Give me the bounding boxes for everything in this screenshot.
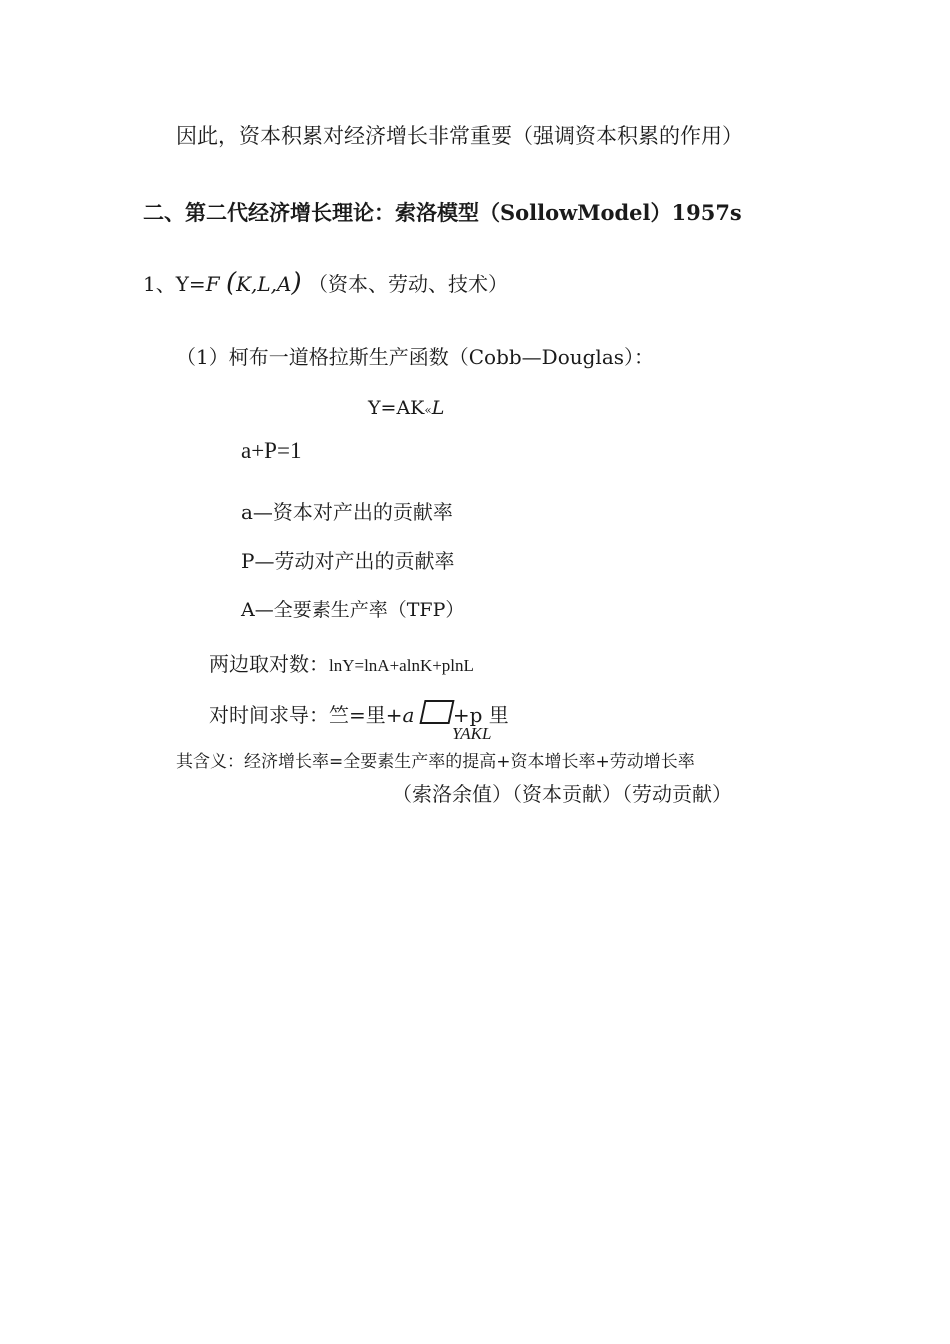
item-1-open-paren: ( — [225, 268, 237, 298]
definition-p: P—劳动对产出的贡献率 — [241, 549, 455, 573]
meaning-line: 其含义：经济增长率=全要素生产率的提高+资本增长率+劳动增长率 — [176, 752, 695, 772]
derivative-formula-a: 竺=里+ — [329, 703, 403, 727]
derivative-denominators: YAKL — [452, 724, 492, 743]
log-label: 两边取对数： — [209, 652, 329, 676]
section-heading: 二、第二代经济增长理论：索洛模型（SollowModel）1957s — [143, 200, 742, 225]
definition-a: a—资本对产出的贡献率 — [241, 500, 453, 524]
log-line — [209, 648, 474, 677]
definition-A: A—全要素生产率（TFP） — [241, 599, 465, 621]
item-1-line — [143, 268, 508, 298]
fraction-box-icon — [419, 700, 454, 724]
derivative-label: 对时间求导： — [209, 703, 329, 727]
intro-line: 因此，资本积累对经济增长非常重要（强调资本积累的作用） — [176, 124, 743, 148]
formula-L: L — [431, 397, 445, 419]
sub-item-1: （1）柯布一道格拉斯生产函数（Cobb—Douglas）： — [176, 345, 655, 369]
formula-alpha: « — [424, 403, 432, 417]
log-formula: lnY=lnA+alnK+plnL — [329, 656, 474, 675]
item-1-prefix: 1、Y= — [143, 272, 206, 296]
constraint-line: a+P=1 — [241, 438, 302, 463]
item-1-close-paren: ) — [291, 268, 302, 298]
cobb-douglas-formula — [368, 397, 444, 419]
formula-main: Y=AK — [368, 397, 425, 419]
item-1-args: K,L,A — [236, 272, 292, 296]
derivative-alpha: a — [402, 703, 415, 727]
item-1-function: F — [205, 272, 220, 296]
derivative-formula-b: +p 里 — [452, 703, 509, 727]
legend-line: （索洛余值）（资本贡献）（劳动贡献） — [392, 782, 732, 806]
item-1-note: （资本、劳动、技术） — [308, 272, 508, 296]
